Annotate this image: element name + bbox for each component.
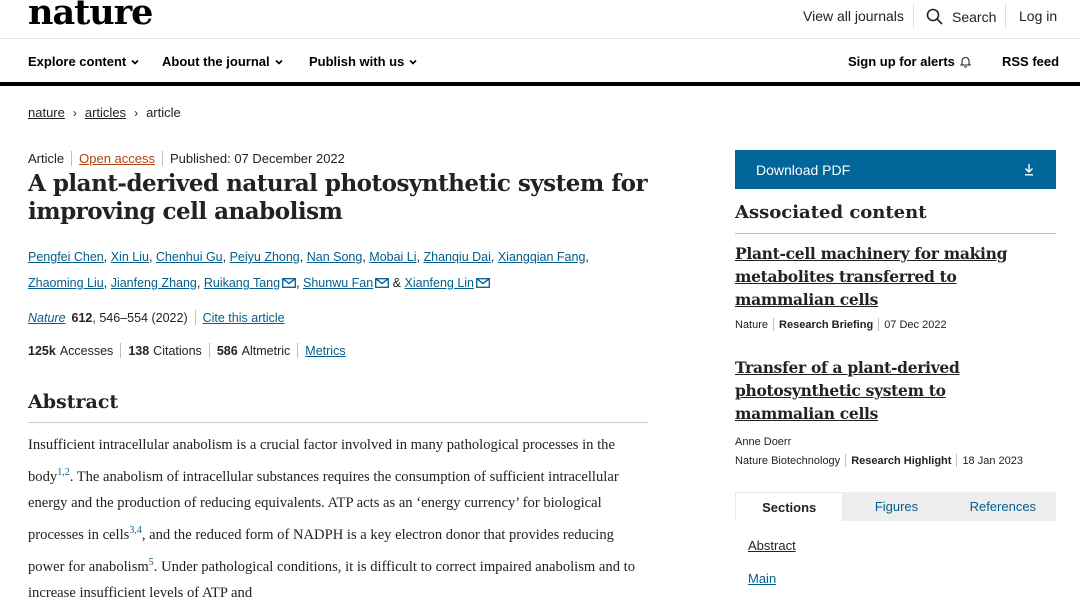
tab-sections[interactable]: Sections [735, 492, 843, 521]
sign-up-alerts-link[interactable] [848, 54, 972, 69]
header-rule [0, 82, 1080, 86]
author-link[interactable]: Zhaoming Liu [28, 276, 104, 290]
cite-this-article-link[interactable]: Cite this article [202, 310, 285, 325]
assoc-date: 18 Jan 2023 [962, 454, 1023, 467]
divider [297, 343, 298, 358]
divider [209, 343, 210, 358]
assoc-type: Research Highlight [851, 454, 952, 467]
volume: 612 [71, 310, 93, 325]
author-link[interactable]: Xin Liu [110, 250, 149, 264]
sidebar-tabs [735, 492, 1056, 521]
tab-references[interactable]: References [969, 499, 1037, 514]
metrics-link[interactable]: Metrics [305, 343, 346, 358]
header-divider [0, 38, 1080, 39]
author-link[interactable]: Chenhui Gu [155, 250, 223, 264]
tab-figures[interactable]: Figures [874, 499, 919, 514]
chevron-down-icon [274, 57, 284, 67]
download-pdf-button[interactable] [735, 150, 1056, 189]
divider [735, 233, 1056, 234]
accesses-label: Accesses [59, 343, 114, 358]
altmetric-label: Altmetric [241, 343, 291, 358]
divider [773, 318, 774, 331]
search-label: Search [952, 8, 997, 25]
sign-up-alerts-label: Sign up for alerts [848, 54, 955, 69]
breadcrumb-current: article [146, 105, 181, 120]
article-title: A plant-derived natural photosynthetic system for improving cell anabolism [28, 170, 648, 225]
author-link[interactable]: Zhanqiu Dai [423, 250, 491, 264]
assoc-journal: Nature [735, 318, 769, 331]
abstract-text [28, 432, 653, 606]
associated-article-meta [735, 454, 1023, 467]
download-pdf-label: Download PDF [756, 161, 851, 178]
mail-icon[interactable] [282, 278, 296, 288]
breadcrumb-articles[interactable]: articles [84, 105, 127, 120]
author-link[interactable]: Peiyu Zhong [229, 250, 300, 264]
breadcrumb [28, 105, 181, 120]
pages: , 546–554 (2022) [92, 310, 188, 325]
divider [195, 310, 196, 325]
publish-with-us-label: Publish with us [309, 54, 405, 69]
about-journal-menu[interactable] [162, 54, 284, 69]
divider [1005, 4, 1006, 28]
reference-link[interactable]: 3,4 [129, 524, 142, 536]
article-type: Article [28, 151, 65, 166]
author-list: Pengfei Chen, Xin Liu, Chenhui Gu, Peiyu Zhong, Nan Song, Mobai Li, Zhanqiu Dai, Xiangqian Fang, Zhaoming Liu, Jianfeng Zhang, Ruikang Tang , Shunwu Fan & Xianfeng Lin [28, 250, 589, 290]
assoc-journal: Nature Biotechnology [735, 454, 841, 467]
associated-article-link[interactable]: Transfer of a plant-derived photosynthetic system to mammalian cells [735, 358, 960, 423]
divider [878, 318, 879, 331]
explore-content-label: Explore content [28, 54, 127, 69]
divider [913, 4, 914, 28]
abstract-text-part: . The anabolism of intracellular substances requires the consumption of sufficient intracellular energy and the production of reducing equivalents. ATP acts as an ‘energy currency’ for biological processes in cells [28, 468, 619, 543]
bell-icon [959, 55, 972, 68]
metrics-line [28, 343, 346, 358]
download-icon [1023, 163, 1035, 176]
citations-count: 138 [128, 343, 150, 358]
divider [71, 151, 72, 166]
nature-logo[interactable]: nature [28, 0, 153, 33]
chevron-right-icon: › [134, 105, 139, 120]
assoc-date: 07 Dec 2022 [884, 318, 947, 331]
author-link[interactable]: Mobai Li [369, 250, 417, 264]
accesses-count: 125k [28, 343, 56, 358]
divider [845, 454, 846, 467]
log-in-link[interactable]: Log in [1019, 8, 1058, 24]
citation-line [28, 310, 285, 325]
chevron-down-icon [130, 57, 140, 67]
abstract-heading: Abstract [28, 391, 119, 413]
article-meta [28, 151, 345, 166]
chevron-down-icon [408, 57, 418, 67]
divider [28, 422, 648, 423]
rss-feed-link[interactable]: RSS feed [1002, 54, 1060, 69]
explore-content-menu[interactable] [28, 54, 140, 69]
about-journal-label: About the journal [162, 54, 270, 69]
mail-icon[interactable] [375, 278, 389, 288]
author-link[interactable]: Ruikang Tang [203, 276, 281, 290]
abstract-text-part: , and the reduced form of NADPH is a key electron donor that provides reducing power for anabolism [28, 526, 614, 575]
altmetric-count: 586 [216, 343, 238, 358]
author-link[interactable]: Xiangqian Fang [497, 250, 586, 264]
toc-item-abstract[interactable]: Abstract [748, 538, 796, 553]
author-link[interactable]: Jianfeng Zhang [110, 276, 197, 290]
publish-with-us-menu[interactable] [309, 54, 418, 69]
search-icon [926, 8, 943, 25]
view-all-journals-link[interactable]: View all journals [803, 8, 904, 24]
author-link[interactable]: Pengfei Chen [28, 250, 104, 264]
divider [956, 454, 957, 467]
open-access-link[interactable]: Open access [79, 151, 155, 166]
breadcrumb-nature[interactable]: nature [28, 105, 65, 120]
assoc-type: Research Briefing [779, 318, 874, 331]
chevron-right-icon: › [72, 105, 77, 120]
abstract-text-part: . Under pathological conditions, it is difficult to correct impaired anabolism and to increase insufficient levels of ATP and [28, 558, 635, 601]
assoc-author: Anne Doerr [735, 436, 792, 448]
search-button[interactable] [926, 8, 996, 25]
author-link[interactable]: Shunwu Fan [303, 276, 374, 290]
author-link[interactable]: Xianfeng Lin [404, 276, 475, 290]
journal-link[interactable]: Nature [28, 310, 66, 325]
reference-link[interactable]: 1,2 [57, 467, 70, 478]
associated-content-heading: Associated content [735, 202, 927, 223]
associated-article-link[interactable]: Plant-cell machinery for making metabolites transferred to mammalian cells [735, 244, 1008, 309]
published-date: Published: 07 December 2022 [170, 151, 345, 166]
associated-article-meta [735, 318, 947, 331]
mail-icon[interactable] [476, 278, 490, 288]
toc-item-main[interactable]: Main [748, 571, 777, 586]
divider [120, 343, 121, 358]
author-link[interactable]: Nan Song [306, 250, 363, 264]
citations-label: Citations [153, 343, 202, 358]
divider [162, 151, 163, 166]
reference-link[interactable]: 5 [148, 556, 154, 568]
abstract-text-part: Insufficient intracellular anabolism is a crucial factor involved in many pathological processes in the body [28, 437, 615, 485]
